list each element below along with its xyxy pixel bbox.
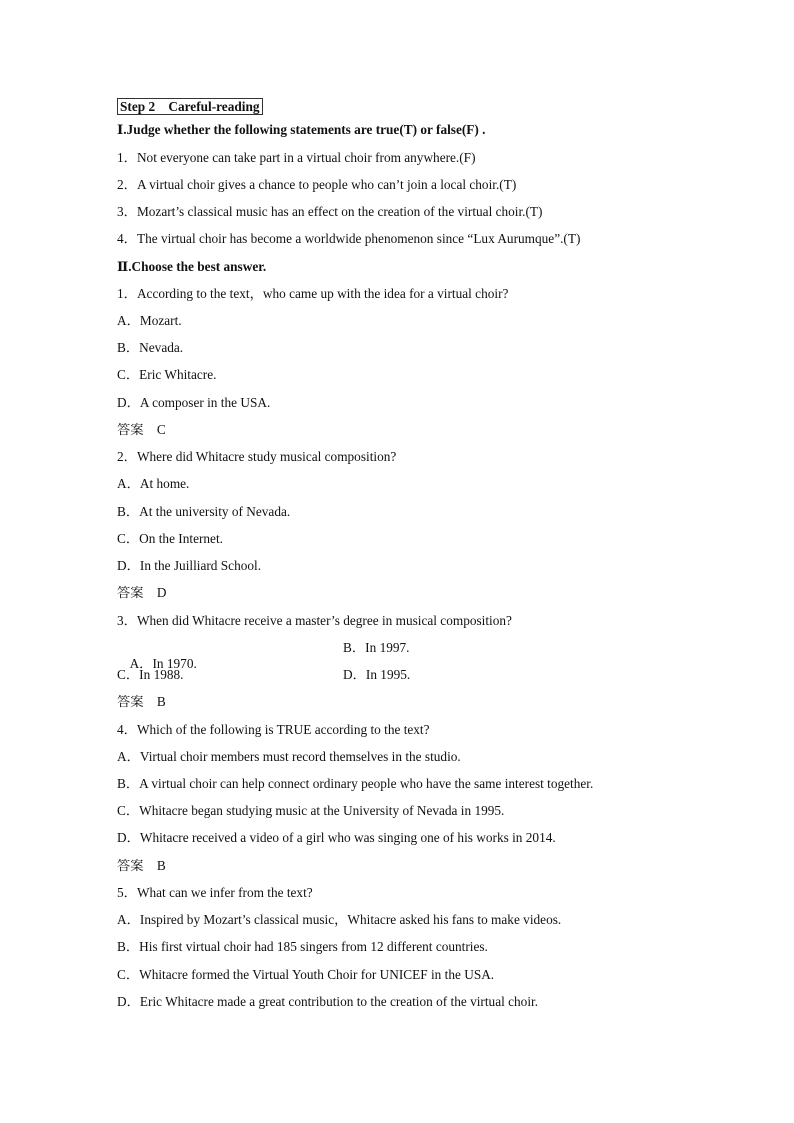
question-2: 2．Where did Whitacre study musical composition? (117, 449, 397, 464)
q2-option-d: D．In the Juilliard School. (117, 558, 262, 573)
q2-option-b: B．At the university of Nevada. (117, 504, 291, 519)
q2-option-c: C．On the Internet. (117, 531, 223, 546)
q5-option-a: A．Inspired by Mozart’s classical music，Whitacre asked his fans to make videos. (117, 912, 562, 927)
q3-option-c: C．In 1988. (117, 667, 184, 682)
q1-option-c: C．Eric Whitacre. (117, 367, 217, 382)
q1-option-d: D．A composer in the USA. (117, 395, 271, 410)
q3-answer: 答案 B (117, 694, 166, 709)
statement-4: 4．The virtual choir has become a worldwide phenomenon since “Lux Aurumque”.(T) (117, 231, 581, 246)
q4-option-a: A．Virtual choir members must record themselves in the studio. (117, 749, 461, 764)
question-1: 1．According to the text，who came up with the idea for a virtual choir? (117, 286, 509, 301)
step-heading-text: Step 2 Careful-reading (117, 98, 263, 115)
question-3: 3．When did Whitacre receive a master’s degree in musical composition? (117, 613, 512, 628)
q4-option-c: C．Whitacre began studying music at the University of Nevada in 1995. (117, 803, 505, 818)
section2-title: Ⅱ.Choose the best answer. (117, 259, 267, 274)
statement-3: 3．Mozart’s classical music has an effect on the creation of the virtual choir.(T) (117, 204, 543, 219)
q1-option-b: B．Nevada. (117, 340, 184, 355)
q4-option-b: B．A virtual choir can help connect ordinary people who have the same interest together. (117, 776, 594, 791)
q3-option-d: D．In 1995. (343, 667, 411, 682)
q4-answer: 答案 B (117, 858, 166, 873)
q2-answer: 答案 D (117, 585, 167, 600)
question-4: 4．Which of the following is TRUE according to the text? (117, 722, 430, 737)
section1-title: Ⅰ.Judge whether the following statements are true(T) or false(F) . (117, 122, 486, 137)
step-heading (117, 99, 263, 115)
q5-option-c: C．Whitacre formed the Virtual Youth Choir for UNICEF in the USA. (117, 967, 495, 982)
q3-option-b: B．In 1997. (343, 640, 410, 655)
question-5: 5．What can we infer from the text? (117, 885, 313, 900)
q4-option-d: D．Whitacre received a video of a girl who was singing one of his works in 2014. (117, 830, 556, 845)
q3-option-a: A．In 1970. (129, 656, 197, 671)
statement-2: 2．A virtual choir gives a chance to people who can’t join a local choir.(T) (117, 177, 517, 192)
q5-option-b: B．His first virtual choir had 185 singers from 12 different countries. (117, 939, 488, 954)
q1-answer: 答案 C (117, 422, 166, 437)
q5-option-d: D．Eric Whitacre made a great contribution to the creation of the virtual choir. (117, 994, 539, 1009)
statement-1: 1．Not everyone can take part in a virtual choir from anywhere.(F) (117, 150, 476, 165)
q1-option-a: A．Mozart. (117, 313, 182, 328)
q2-option-a: A．At home. (117, 476, 190, 491)
